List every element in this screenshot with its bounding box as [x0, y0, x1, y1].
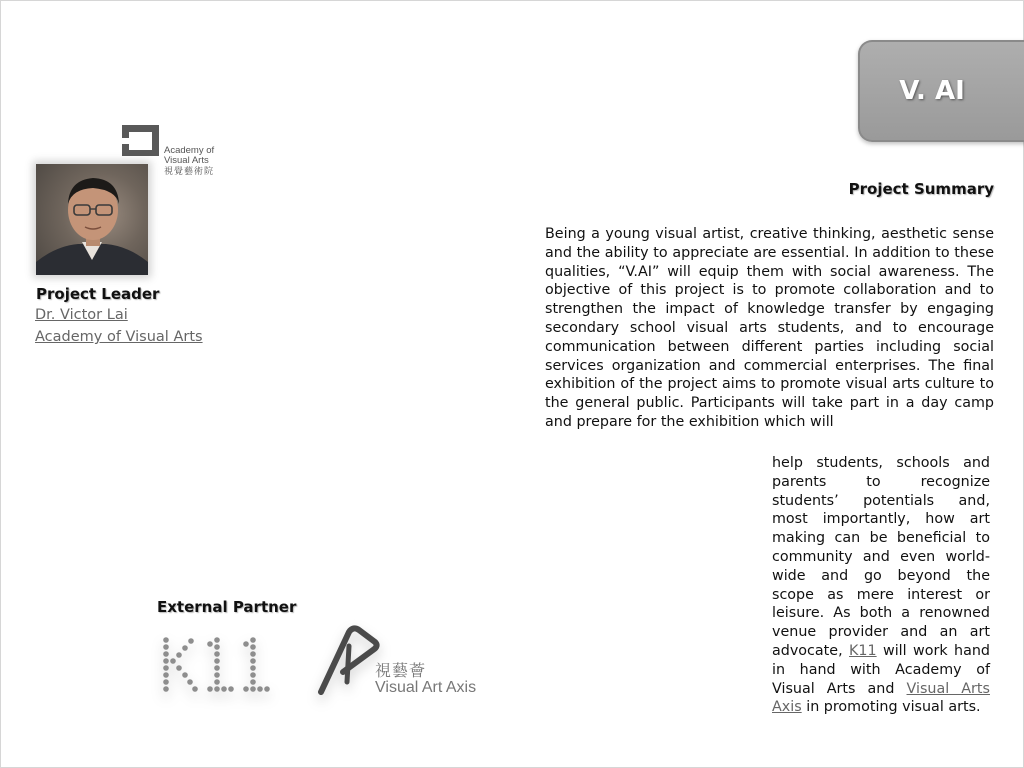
leader-heading: Project Leader — [36, 285, 160, 303]
visual-art-axis-english-name: Visual Art Axis — [375, 679, 477, 696]
k11-link[interactable]: K11 — [849, 642, 877, 659]
summary-paragraph-2-part-b: will work hand in hand with Academy of Visual Arts and — [772, 642, 990, 697]
portrait-silhouette-icon — [36, 164, 148, 275]
leader-name-link[interactable]: Dr. Victor Lai — [35, 307, 128, 323]
title-tab — [858, 40, 1024, 142]
summary-paragraph-1: Being a young visual artist, creative thinking, aesthetic sense and the ability to appreciate are essential. In addition to these qualities, “V.AI” will equip them with social awareness. The objective of this project is to promote collaboration and to strengthen the impact of knowledge transfer by engaging secondary school visual arts students, and to encourage communication between different parties including social services organization and commercial enterprises. The final exhibition of the project aims to promote visual arts culture to the general public. Participants will take part in a day camp and prepare for the exhibition which will — [545, 226, 994, 430]
ava-logo-text — [164, 146, 214, 176]
ava-logo-line1: Academy of — [164, 145, 215, 156]
k11-dotted-logo-icon — [158, 630, 278, 700]
leader-portrait — [36, 164, 148, 275]
page-title: V. AI — [899, 76, 965, 106]
ava-logo-mark-icon — [121, 124, 161, 158]
k11-logo — [158, 630, 278, 700]
summary-paragraph-2 — [772, 454, 990, 717]
visual-arts-axis-link[interactable]: Visual Arts Axis — [772, 680, 990, 716]
visual-art-axis-chinese-name: 視藝薈 — [375, 661, 427, 680]
ava-logo-line3: 視覺藝術院 — [164, 166, 215, 176]
leader-org-link[interactable]: Academy of Visual Arts — [35, 329, 203, 345]
summary-paragraph-2-part-a: help students, schools and parents to recognize students’ potentials and, most importantly, how art making can be beneficial to community and even world-wide and go beyond the scope as mere interest or leisure. As both a renowned venue provider and an art advocate, — [772, 455, 990, 659]
partner-heading: External Partner — [157, 598, 297, 616]
ava-logo-line2: Visual Arts — [164, 155, 209, 166]
summary-heading: Project Summary — [848, 180, 994, 198]
summary-paragraph-2-part-c: in promoting visual arts. — [801, 699, 981, 716]
